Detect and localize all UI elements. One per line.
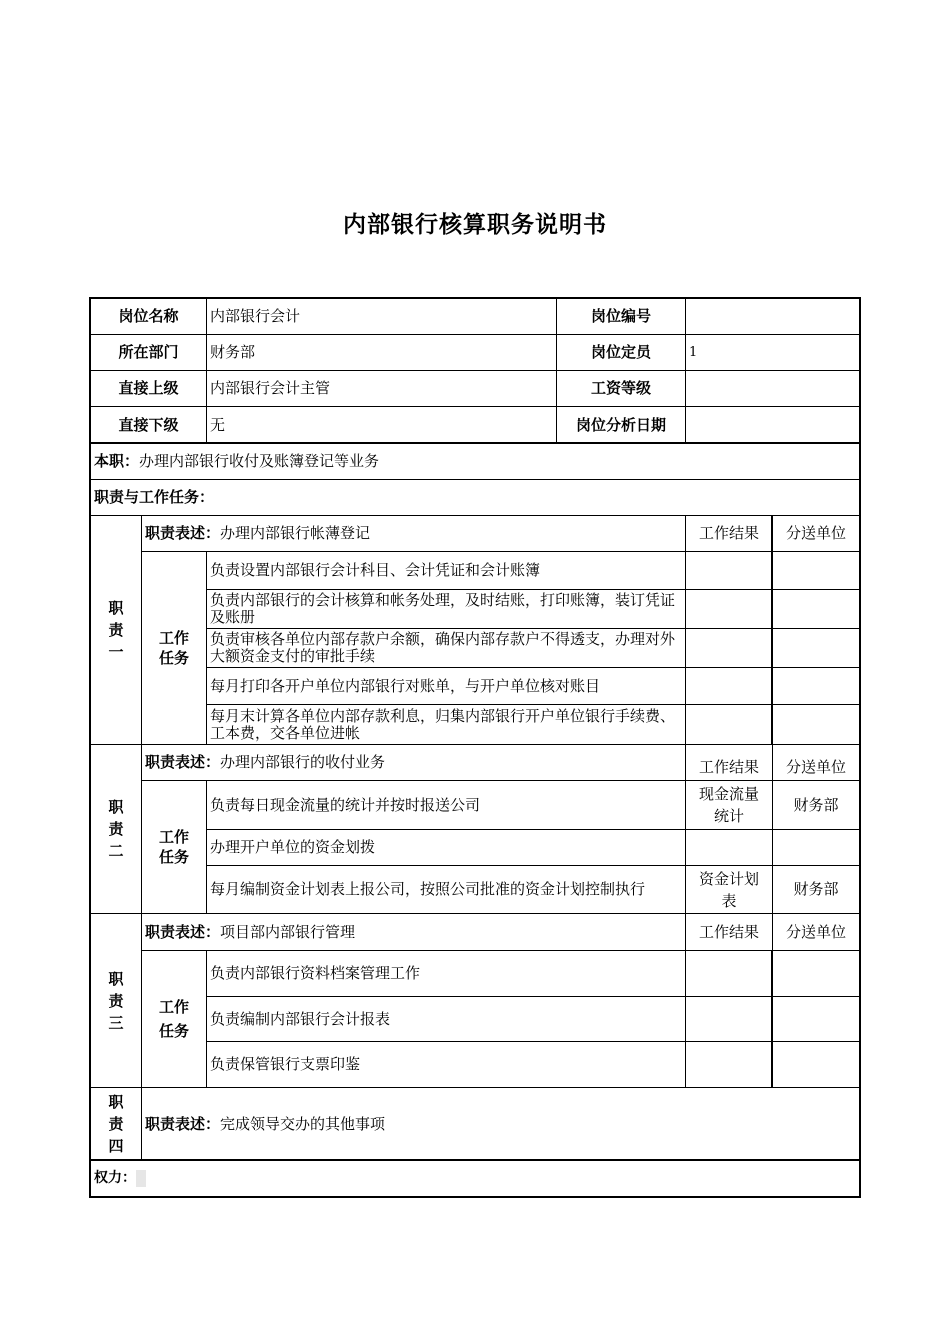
position-name-value: 内部银行会计: [206, 298, 557, 335]
authority-label: 权力：: [94, 1170, 136, 1186]
duty-2-task-2-recipient: [772, 829, 860, 866]
duty-1-task-5: 每月末计算各单位内部存款利息，归集内部银行开户单位银行手续费、工本费，交各单位进帐: [206, 704, 686, 745]
duty-2-task-2: 办理开户单位的资金划拨: [206, 829, 686, 866]
duty-1-label: 职 责 一: [90, 515, 142, 745]
duty-3-task-3-recipient: [772, 1041, 860, 1088]
duty-2-result-header: 工作结果: [685, 744, 773, 781]
duty-summary-label: 本职：: [94, 452, 140, 470]
duty-1-task-label: 工作 任务: [141, 551, 207, 745]
duty-2-task-1: 负责每日现金流量的统计并按时报送公司: [206, 780, 686, 830]
authority-row: [90, 1160, 860, 1197]
duty-1-task-3: 负责审核各单位内部存款户余额，确保内部存款户不得透支，办理对外大额资金支付的审批手续: [206, 628, 686, 668]
duty-1-task-5-result: [685, 704, 773, 745]
duty-4-label: 职 责 四: [90, 1087, 142, 1161]
page-title: 内部银行核算职务说明书: [343, 212, 607, 238]
duties-header: [90, 479, 860, 516]
duty-2-task-3-result: 资金计划表: [685, 865, 773, 914]
duty-2-task-3: 每月编制资金计划表上报公司，按照公司批准的资金计划控制执行: [206, 865, 686, 914]
subordinate-value: 无: [206, 406, 557, 444]
duty-1-task-1: 负责设置内部银行会计科目、会计凭证和会计账簿: [206, 551, 686, 590]
frame-left: [89, 297, 91, 1198]
duty-1-task-3-result: [685, 628, 773, 668]
duty-3-task-label: 工作 任务: [141, 950, 207, 1088]
duty-3-task-3-result: [685, 1041, 773, 1088]
duty-summary-row: [90, 443, 860, 480]
duties-header-label: 职责与工作任务：: [94, 488, 215, 506]
analysis-date-value: [685, 406, 860, 444]
duty-2-task-1-recipient: 财务部: [772, 780, 860, 830]
duty-1-task-2-result: [685, 589, 773, 629]
duty-3-task-2-result: [685, 996, 773, 1042]
duty-1-task-2-recipient: [772, 589, 860, 629]
duty-2-task-2-result: [685, 829, 773, 866]
duty-2-label: 职 责 二: [90, 744, 142, 914]
duty-2-description: 职责表述： 办理内部银行的收付业务: [141, 744, 686, 781]
frame-right: [859, 297, 861, 1198]
analysis-date-label: 岗位分析日期: [556, 406, 686, 444]
duty-1-task-4-result: [685, 667, 773, 705]
superior-label: 直接上级: [90, 370, 207, 407]
authority-shade: [136, 1170, 146, 1187]
duty-3-task-2: 负责编制内部银行会计报表: [206, 996, 686, 1042]
duty-3-task-3: 负责保管银行支票印鉴: [206, 1041, 686, 1088]
duty-2-recipient-header: 分送单位: [772, 744, 860, 781]
duty-3-task-1: 负责内部银行资料档案管理工作: [206, 950, 686, 997]
subordinate-label: 直接下级: [90, 406, 207, 444]
frame-top: [89, 297, 861, 299]
duty-3-recipient-header: 分送单位: [772, 913, 860, 951]
position-no-label: 岗位编号: [556, 298, 686, 335]
duty-1-description: 职责表述： 办理内部银行帐薄登记: [141, 515, 686, 552]
superior-value: 内部银行会计主管: [206, 370, 557, 407]
authority-divider: [89, 1159, 861, 1161]
duty-1-result-header: 工作结果: [685, 515, 773, 552]
duty-2-task-label: 工作 任务: [141, 780, 207, 914]
duty-4-description: 职责表述： 完成领导交办的其他事项: [141, 1087, 860, 1161]
duty-1-recipient-header: 分送单位: [772, 515, 860, 552]
duty-3-task-1-result: [685, 950, 773, 997]
salary-label: 工资等级: [556, 370, 686, 407]
duty-2-task-3-recipient: 财务部: [772, 865, 860, 914]
headcount-value: 1: [685, 334, 860, 371]
header-divider: [89, 442, 861, 444]
duty-3-task-2-recipient: [772, 996, 860, 1042]
duty-2-task-1-result: 现金流量统计: [685, 780, 773, 830]
duty-3-description: 职责表述： 项目部内部银行管理: [141, 913, 686, 951]
position-no-value: [685, 298, 860, 335]
frame-bottom: [89, 1196, 861, 1198]
duty-summary-text: 办理内部银行收付及账簿登记等业务: [139, 452, 380, 470]
duty-1-task-3-recipient: [772, 628, 860, 668]
dept-value: 财务部: [206, 334, 557, 371]
duty-1-task-4: 每月打印各开户单位内部银行对账单，与开户单位核对账目: [206, 667, 686, 705]
position-name-label: 岗位名称: [90, 298, 207, 335]
duty-1-task-2: 负责内部银行的会计核算和帐务处理，及时结账，打印账簿，装订凭证及账册: [206, 589, 686, 629]
duty3-result-divider: [771, 950, 773, 1088]
duty-3-result-header: 工作结果: [685, 913, 773, 951]
duty-3-task-1-recipient: [772, 950, 860, 997]
duty1-result-divider: [771, 515, 773, 745]
duty-1-task-1-recipient: [772, 551, 860, 590]
duty-1-task-1-result: [685, 551, 773, 590]
duty-3-label: 职 责 三: [90, 913, 142, 1088]
duty-1-task-4-recipient: [772, 667, 860, 705]
duty-1-task-5-recipient: [772, 704, 860, 745]
headcount-label: 岗位定员: [556, 334, 686, 371]
salary-value: [685, 370, 860, 407]
dept-label: 所在部门: [90, 334, 207, 371]
